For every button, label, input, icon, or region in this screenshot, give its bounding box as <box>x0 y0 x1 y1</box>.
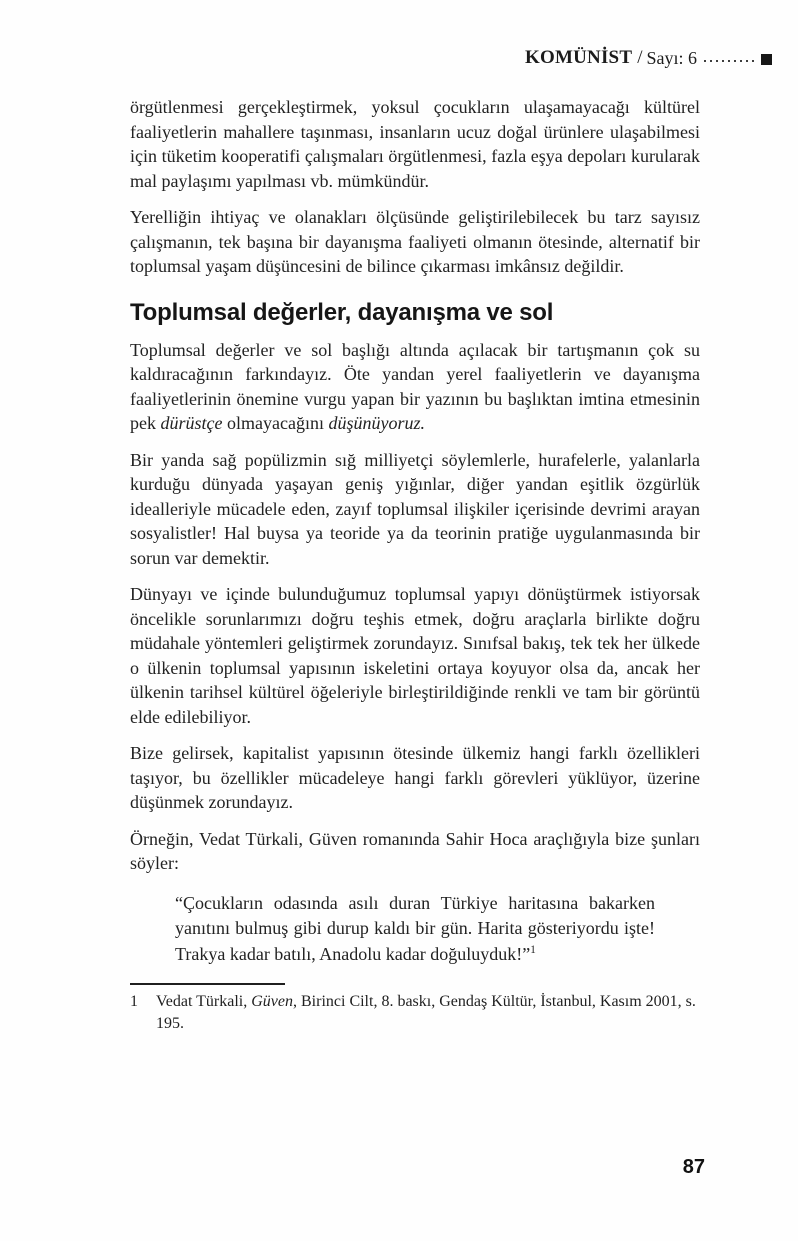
paragraph <box>130 582 700 729</box>
text-run: Bize gelirsek, kapitalist yapısının ötesinde ülkemiz hangi farklı özellikleri taşıyor, bu özellikler mücadeleye hangi farklı görevleri yüklüyor, üzerine düşünmek zorundayız. <box>130 743 700 812</box>
paragraph <box>130 827 700 876</box>
page-number: 87 <box>682 1156 705 1178</box>
footnote-rule <box>130 983 285 985</box>
footnote-ref: 1 <box>530 943 536 956</box>
page-header <box>525 47 772 69</box>
paragraph <box>130 448 700 571</box>
footnote <box>130 991 700 1035</box>
text-run: Yerelliğin ihtiyaç ve olanakları ölçüsünde geliştirilebilecek bu tarz sayısız çalışmanın, tek başına bir dayanışma faaliyeti olmanın ötesinde, alternatif bir toplumsal yaşam düşüncesini de bilince çıkarması imkânsız değildir. <box>130 207 700 276</box>
footnote-text <box>156 991 700 1035</box>
text-run: Bir yanda sağ popülizmin sığ milliyetçi söylemlerle, hurafelerle, yalanlarla kurduğu dünyada yaşayan geniş yığınlar, diğer yandan eşitlik özgürlük idealleriyle mücadele eden, zayıf toplumsal ilişkiler içerisinde devrimi arayan sosyalistler! Hal buysa ya teoride ya da teorinin pratiğe uygulanmasında bir sorun var demektir. <box>130 449 700 568</box>
paragraph <box>130 95 700 193</box>
text-run: örgütlenmesi gerçekleştirmek, yoksul çocukların ulaşamayacağı kültürel faaliyetlerin mahallere taşınması, insanların ucuz doğal ürünlere ulaşabilmesi için tüketim kooperatifi çalışmaları örgütlenmesi, fazla eşya depoları kurularak mal paylaşımı yapılması vb. mümkündür. <box>130 97 700 191</box>
text-run: düşünüyoruz. <box>328 413 425 433</box>
text-run: , Birinci Cilt, 8. baskı, Gendaş Kültür, İstanbul, Kasım 2001, s. 195. <box>156 993 696 1032</box>
header-square-icon <box>761 54 772 65</box>
blockquote <box>175 891 655 968</box>
text-run: dürüstçe <box>160 413 223 433</box>
text-run: Güven <box>251 993 293 1010</box>
text-run: “Çocukların odasında asılı duran Türkiye haritasına bakarken yanıtını bulmuş gibi durup kaldı bir gün. Harita gösteriyordu işte! Trakya kadar batılı, Anadolu kadar doğuluyduk!” <box>175 892 655 964</box>
dotted-leader <box>704 60 758 62</box>
text-run: olmayacağını <box>222 413 329 433</box>
magazine-title: KOMÜNİST <box>525 47 633 68</box>
header-separator: / <box>637 47 643 68</box>
issue-label: Sayı: 6 <box>646 47 697 68</box>
text-run: Vedat Türkali, <box>156 993 252 1010</box>
paragraph <box>130 338 700 436</box>
paragraph <box>130 205 700 279</box>
text-run: Dünyayı ve içinde bulunduğumuz toplumsal yapıyı dönüştürmek istiyorsak öncelikle sorunlarımızı doğru teşhis etmek, doğru araçlarla birlikte doğru müdahale yöntemleri geliştirmek zorundayız. Sınıfsal bakış, tek tek her ülkede o ülkenin toplumsal yapısının iskeletini ortaya koyuyor olsa da, ancak her ülkenin tarihsel kültürel öğeleriyle birleştirildiğinde renkli ve tam bir görüntü elde edilebiliyor. <box>130 584 700 727</box>
text-run: Örneğin, Vedat Türkali, Güven romanında Sahir Hoca araçlığıyla bize şunları söyler: <box>130 828 700 873</box>
section-heading: Toplumsal değerler, dayanışma ve sol <box>130 298 554 326</box>
article-body <box>130 95 700 967</box>
paragraph <box>130 741 700 815</box>
footnote-number: 1 <box>130 993 138 1010</box>
text-run: Toplumsal değerler ve sol başlığı altında açılacak bir tartışmanın çok su kaldıracağının farkındayız. Öte yandan yerel faaliyetlerin ve dayanışma faaliyetlerinin önemine vurgu yapan bir yazının bu başlıktan imtina etmesinin pek <box>130 339 700 433</box>
